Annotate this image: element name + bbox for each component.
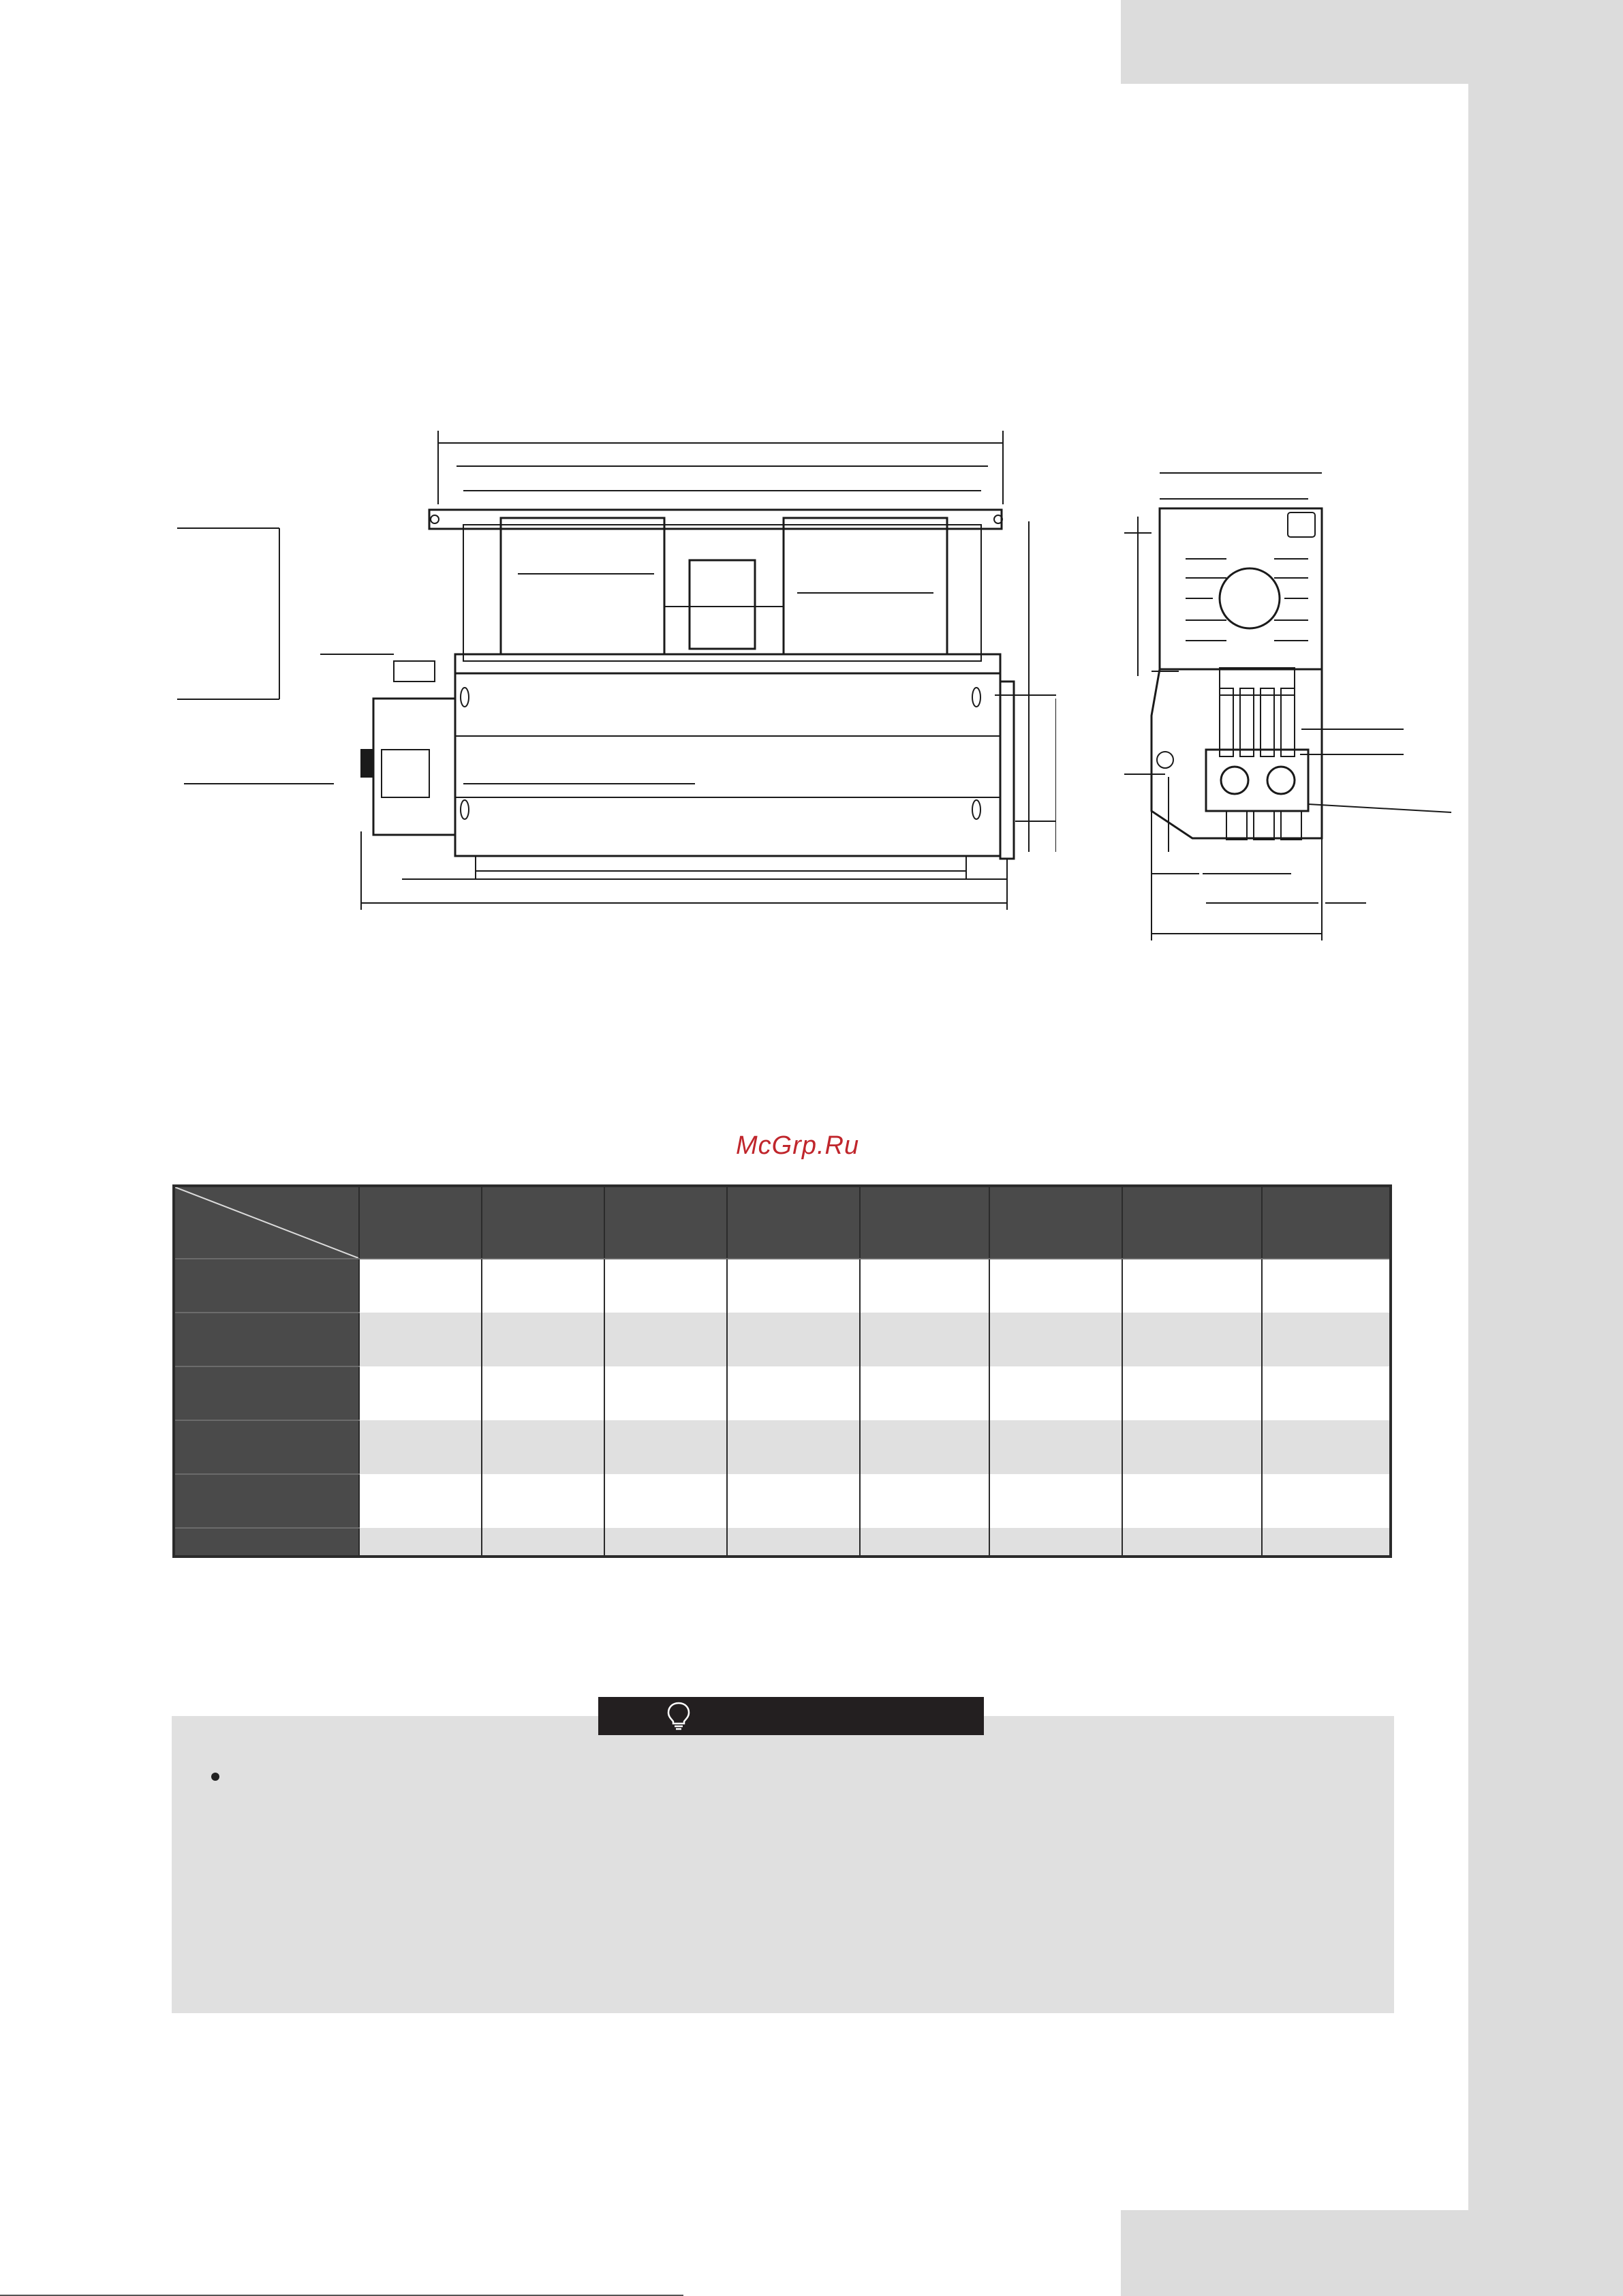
table-row — [175, 1528, 1389, 1555]
table-header-cell — [727, 1187, 860, 1259]
table-header-cell — [1262, 1187, 1389, 1259]
page-side-band — [1468, 84, 1623, 2210]
table-header-cell — [604, 1187, 727, 1259]
blower-left — [501, 518, 664, 654]
row-header-cell — [175, 1420, 359, 1474]
table-row — [175, 1259, 1389, 1313]
terminal-block — [382, 750, 429, 797]
note-box — [172, 1716, 1394, 2013]
front-view-dimension-drawing — [177, 423, 1056, 927]
drain-pan-top — [455, 654, 1000, 673]
row-header-cell — [175, 1528, 359, 1555]
table-row — [175, 1313, 1389, 1366]
table-header-cell — [359, 1187, 482, 1259]
table-header-cell — [989, 1187, 1122, 1259]
bracket — [394, 661, 435, 682]
electrical-box — [373, 699, 455, 835]
table-header-cell — [860, 1187, 989, 1259]
table-corner-cell — [175, 1187, 359, 1259]
top-mounting-bracket — [429, 510, 1002, 529]
note-header-tab — [598, 1697, 984, 1735]
table-row — [175, 1474, 1389, 1528]
table-row — [175, 1366, 1389, 1420]
page-corner-band-top — [1121, 0, 1623, 84]
blower-right — [784, 518, 947, 654]
fan-opening — [1220, 568, 1280, 628]
coil-body — [455, 673, 1000, 856]
table-header-cell — [1122, 1187, 1262, 1259]
cable-gland — [361, 750, 372, 777]
row-header-cell — [175, 1366, 359, 1420]
dimension-table — [172, 1184, 1392, 1558]
bottom-rail — [476, 856, 966, 871]
bullet-dot — [211, 1773, 219, 1781]
row-header-cell — [175, 1313, 359, 1366]
page-corner-band-bottom — [1121, 2210, 1623, 2296]
fan-motor — [690, 560, 755, 649]
side-panel — [1160, 508, 1322, 669]
row-header-cell — [175, 1474, 359, 1528]
table-row — [175, 1420, 1389, 1474]
lightbulb-icon — [665, 1701, 692, 1731]
watermark: McGrp.Ru — [736, 1131, 860, 1160]
table-header-cell — [482, 1187, 604, 1259]
side-view-dimension-drawing — [1117, 457, 1465, 947]
row-header-cell — [175, 1259, 359, 1313]
table-header-row — [175, 1187, 1389, 1259]
